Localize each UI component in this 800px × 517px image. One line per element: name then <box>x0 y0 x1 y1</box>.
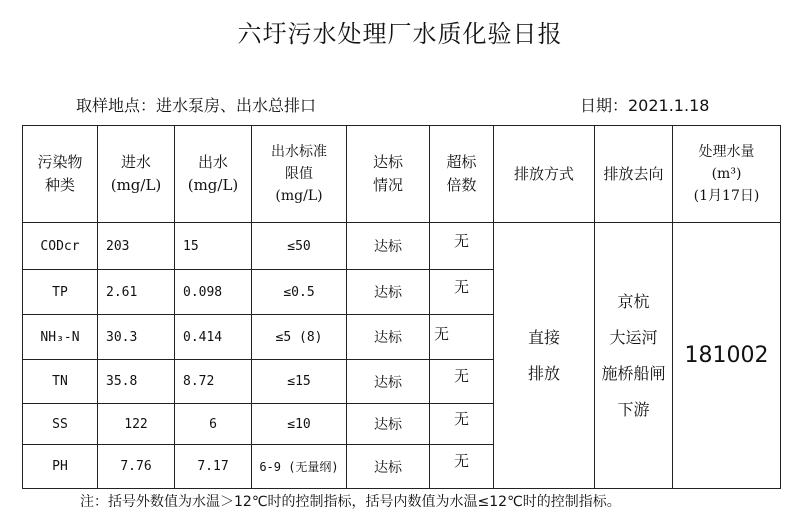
inflow-value: 2.61 <box>98 270 175 315</box>
sampling-location: 取样地点：进水泵房、出水总排口 <box>76 96 317 115</box>
exceed-value: 无 <box>430 315 494 360</box>
header-exceed: 超标 倍数 <box>430 126 494 223</box>
limit-value: ≤15 <box>252 360 347 404</box>
table-row <box>23 223 781 270</box>
exceed-value: 无 <box>430 445 494 489</box>
pollutant-name: SS <box>23 404 98 445</box>
inflow-value: 7.76 <box>98 445 175 489</box>
outflow-value: 0.414 <box>175 315 252 360</box>
header-limit: 出水标准 限值 (mg/L) <box>252 126 347 223</box>
exceed-value: 无 <box>430 404 494 445</box>
discharge-method: 直接 排放 <box>494 223 595 489</box>
pollutant-name: CODcr <box>23 223 98 270</box>
outflow-value: 15 <box>175 223 252 270</box>
limit-value: ≤5 (8) <box>252 315 347 360</box>
pollutant-name: PH <box>23 445 98 489</box>
footnote: 注：括号外数值为水温＞12℃时的控制指标，括号内数值为水温≤12℃时的控制指标。 <box>80 494 621 510</box>
limit-value: 6-9 (无量纲) <box>252 445 347 489</box>
inflow-value: 122 <box>98 404 175 445</box>
exceed-value: 无 <box>430 360 494 404</box>
pollutant-name: TN <box>23 360 98 404</box>
header-method: 排放方式 <box>494 126 595 223</box>
header-pollutant-type: 污染物 种类 <box>23 126 98 223</box>
status-value: 达标 <box>347 315 430 360</box>
limit-value: ≤10 <box>252 404 347 445</box>
status-value: 达标 <box>347 270 430 315</box>
status-value: 达标 <box>347 223 430 270</box>
header-row <box>23 126 781 223</box>
discharge-destination: 京杭 大运河 施桥船闸 下游 <box>595 223 673 489</box>
exceed-value: 无 <box>430 223 494 270</box>
inflow-value: 203 <box>98 223 175 270</box>
exceed-value: 无 <box>430 270 494 315</box>
status-value: 达标 <box>347 360 430 404</box>
limit-value: ≤0.5 <box>252 270 347 315</box>
report-title: 六圩污水处理厂水质化验日报 <box>237 20 563 48</box>
pollutant-name: NH₃-N <box>23 315 98 360</box>
header-inflow: 进水 (mg/L) <box>98 126 175 223</box>
outflow-value: 0.098 <box>175 270 252 315</box>
treated-volume: 181002 <box>673 223 781 489</box>
inflow-value: 35.8 <box>98 360 175 404</box>
outflow-value: 8.72 <box>175 360 252 404</box>
status-value: 达标 <box>347 445 430 489</box>
header-status: 达标 情况 <box>347 126 430 223</box>
header-destination: 排放去向 <box>595 126 673 223</box>
limit-value: ≤50 <box>252 223 347 270</box>
inflow-value: 30.3 <box>98 315 175 360</box>
status-value: 达标 <box>347 404 430 445</box>
header-volume: 处理水量 (m³) (1月17日) <box>673 126 781 223</box>
outflow-value: 7.17 <box>175 445 252 489</box>
water-quality-table <box>22 125 781 489</box>
report-date: 日期：2021.1.18 <box>580 96 710 115</box>
pollutant-name: TP <box>23 270 98 315</box>
header-outflow: 出水 (mg/L) <box>175 126 252 223</box>
outflow-value: 6 <box>175 404 252 445</box>
